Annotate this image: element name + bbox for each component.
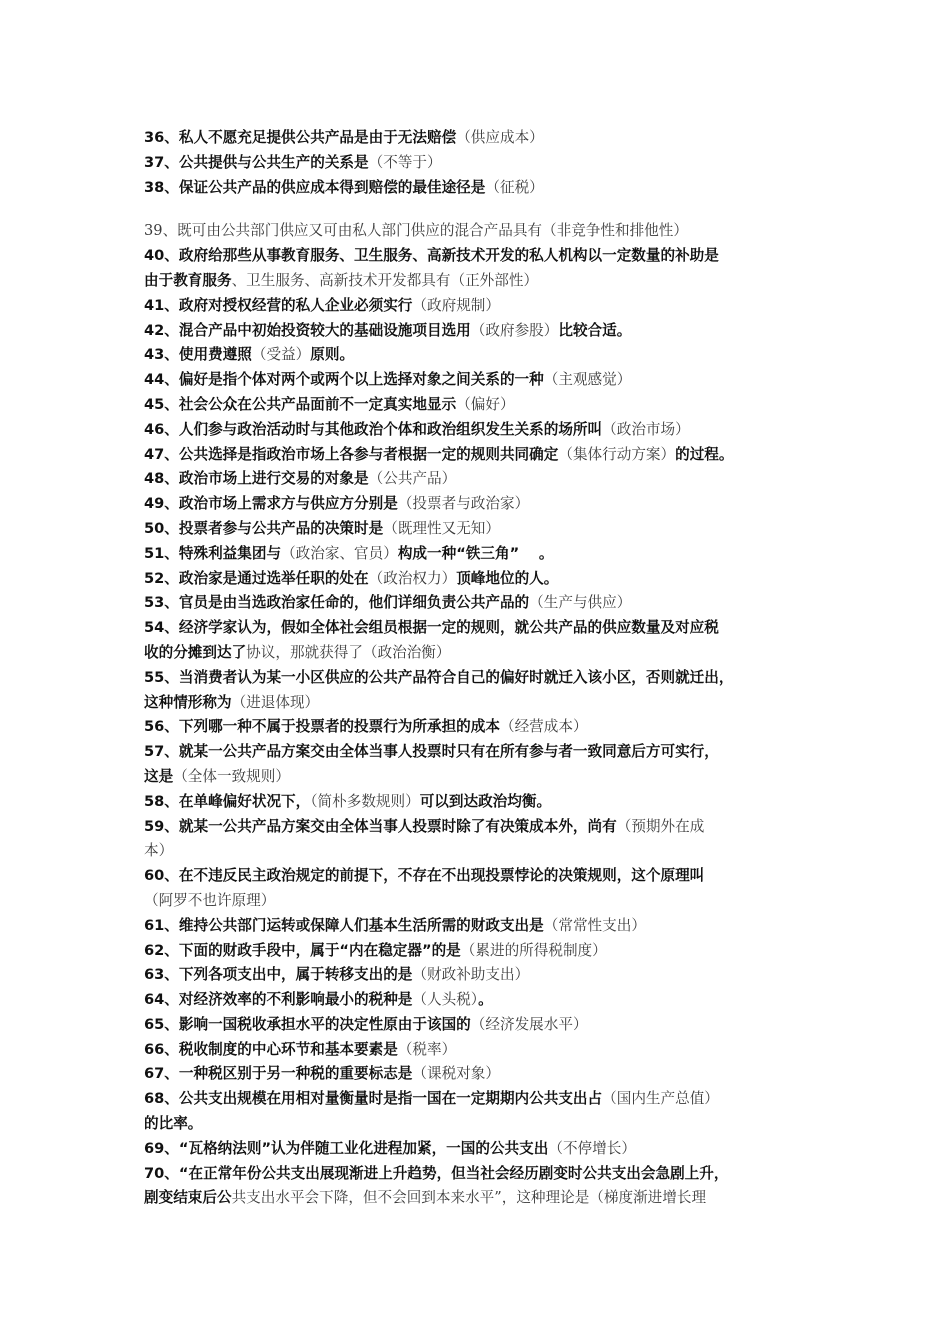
list-item: 46、人们参与政治活动时与其他政治个体和政治组织发生关系的场所叫（政治市场） [144,420,690,438]
list-item: 53、官员是由当选政治家任命的，他们详细负责公共产品的（生产与供应） [144,594,632,612]
list-item: 45、社会公众在公共产品面前不一定真实地显示（偏好） [144,395,515,413]
list-item: 51、特殊利益集团与（政治家、官员）构成一种“铁三角” 。 [144,544,554,562]
list-item: 66、税收制度的中心环节和基本要素是（税率） [144,1040,457,1058]
list-item: 43、使用费遵照（受益）原则。 [144,346,355,364]
list-item: 由于教育服务、卫生服务、高新技术开发都具有（正外部性） [144,271,539,289]
list-item: 40、政府给那些从事教育服务、卫生服务、高新技术开发的私人机构以一定数量的补助是 [144,247,719,265]
list-item: 64、对经济效率的不利影响最小的税种是（人头税）。 [144,991,493,1009]
list-item: 的比率。 [144,1115,203,1133]
list-item: 55、当消费者认为某一小区供应的公共产品符合自己的偏好时就迁入该小区，否则就迁出， [144,668,734,686]
list-item: 41、政府对授权经营的私人企业必须实行（政府规制） [144,296,500,314]
list-item: 59、就某一公共产品方案交由全体当事人投票时除了有决策成本外，尚有（预期外在成 [144,817,705,835]
list-item: 56、下列哪一种不属于投票者的投票行为所承担的成本（经营成本） [144,718,588,736]
list-item: 47、公共选择是指政治市场上各参与者根据一定的规则共同确定（集体行动方案）的过程。 [144,445,734,463]
list-item: 69、“瓦格纳法则”认为伴随工业化进程加紧，一国的公共支出（不停增长） [144,1139,636,1157]
list-item: 36、私人不愿充足提供公共产品是由于无法赔偿（供应成本） [144,129,544,146]
list-item: 68、公共支出规模在用相对量衡量时是指一国在一定期期内公共支出占（国内生产总值） [144,1090,719,1108]
list-item: 49、政治市场上需求方与供应方分别是（投票者与政治家） [144,495,530,513]
list-item: 58、在单峰偏好状况下，（简朴多数规则）可以到达政治均衡。 [144,792,552,810]
list-item: （阿罗不也许原理） [144,891,276,909]
list-item: 44、偏好是指个体对两个或两个以上选择对象之间关系的一种（主观感觉） [144,371,632,389]
list-item: 48、政治市场上进行交易的对象是（公共产品） [144,470,457,488]
list-item: 37、公共提供与公共生产的关系是（不等于） [144,153,442,171]
list-item: 63、下列各项支出中，属于转移支出的是（财政补助支出） [144,966,530,984]
list-item: 这是（全体一致规则） [144,767,290,785]
list-item: 65、影响一国税收承担水平的决定性原由于该国的（经济发展水平） [144,1015,588,1033]
list-item: 60、在不违反民主政治规定的前提下，不存在不出现投票悖论的决策规则，这个原理叫 [144,867,705,885]
list-item: 67、一种税区别于另一种税的重要标志是（课税对象） [144,1065,500,1083]
list-item: 这种情形称为（进退体现） [144,693,320,711]
list-item: 42、混合产品中初始投资较大的基础设施项目选用（政府参股）比较合适。 [144,321,632,339]
list-item: 39、既可由公共部门供应又可由私人部门供应的混合产品具有（非竞争性和排他性） [144,222,688,240]
paragraph-gap [144,200,814,219]
list-item: 57、就某一公共产品方案交由全体当事人投票时只有在所有参与者一致同意后方可实行， [144,743,719,761]
list-item: 38、保证公共产品的供应成本得到赔偿的最佳途径是（征税） [144,178,544,196]
list-item: 剧变结束后公共支出水平会下降，但不会回到本来水平”，这种理论是（梯度渐进增长理 [144,1189,707,1207]
list-item: 收的分摊到达了协议，那就获得了（政治治衡） [144,643,451,661]
list-item: 54、经济学家认为，假如全体社会组员根据一定的规则，就公共产品的供应数量及对应税 [144,619,719,637]
list-item: 本） [144,842,174,860]
list-item: 50、投票者参与公共产品的决策时是（既理性又无知） [144,519,500,537]
list-item: 62、下面的财政手段中，属于“内在稳定器”的是（累进的所得税制度） [144,941,607,959]
list-item: 61、维持公共部门运转或保障人们基本生活所需的财政支出是（常常性支出） [144,916,646,934]
list-item: 70、“在正常年份公共支出展现渐进上升趋势，但当社会经历剧变时公共支出会急剧上升， [144,1164,729,1182]
question-list [144,126,814,1211]
list-item: 52、政治家是通过选举任职的处在（政治权力）顶峰地位的人。 [144,569,559,587]
